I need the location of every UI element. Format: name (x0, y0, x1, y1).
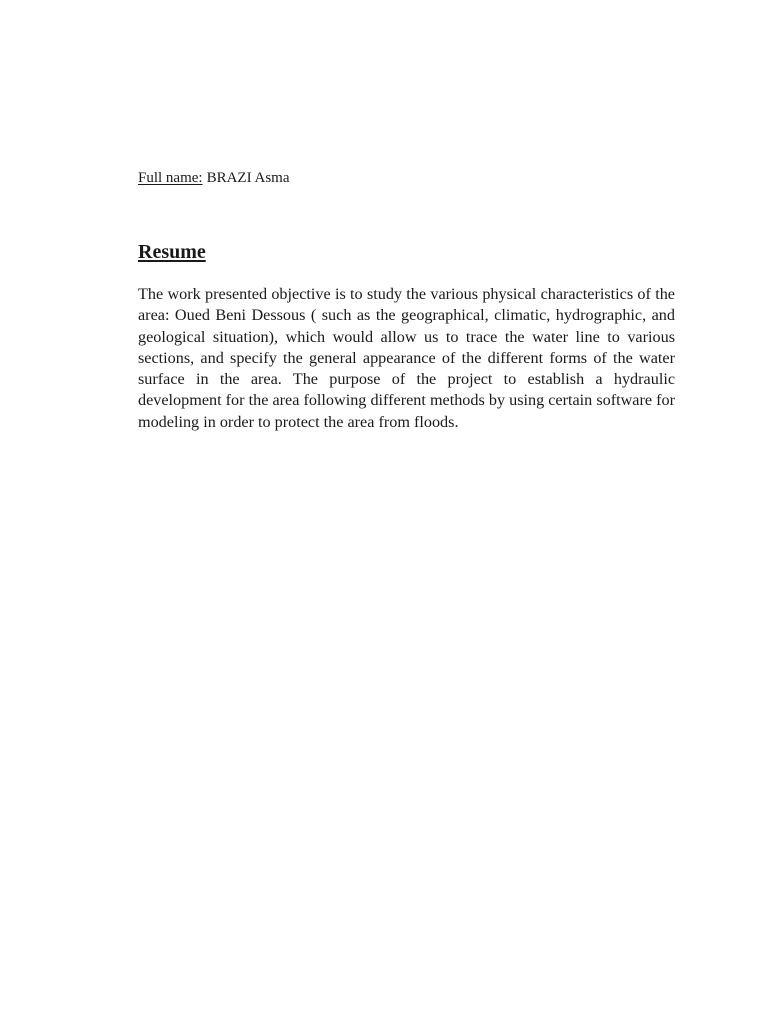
resume-heading: Resume (138, 241, 206, 263)
resume-paragraph: The work presented objective is to study the various physical characteristics of the area: Oued Beni Dessous ( such as the geographical, climatic, hydrographic, and geological situation), which would allow us to trace the water line to various sections, and specify the general appearance of the different forms of the water surface in the area. The purpose of the project to establish a hydraulic development for the area following different methods by using certain software for modeling in order to protect the area from floods. (138, 285, 675, 431)
full-name-label: Full name: (138, 170, 203, 186)
author-line (138, 169, 290, 187)
full-name-value: BRAZI Asma (206, 170, 290, 186)
